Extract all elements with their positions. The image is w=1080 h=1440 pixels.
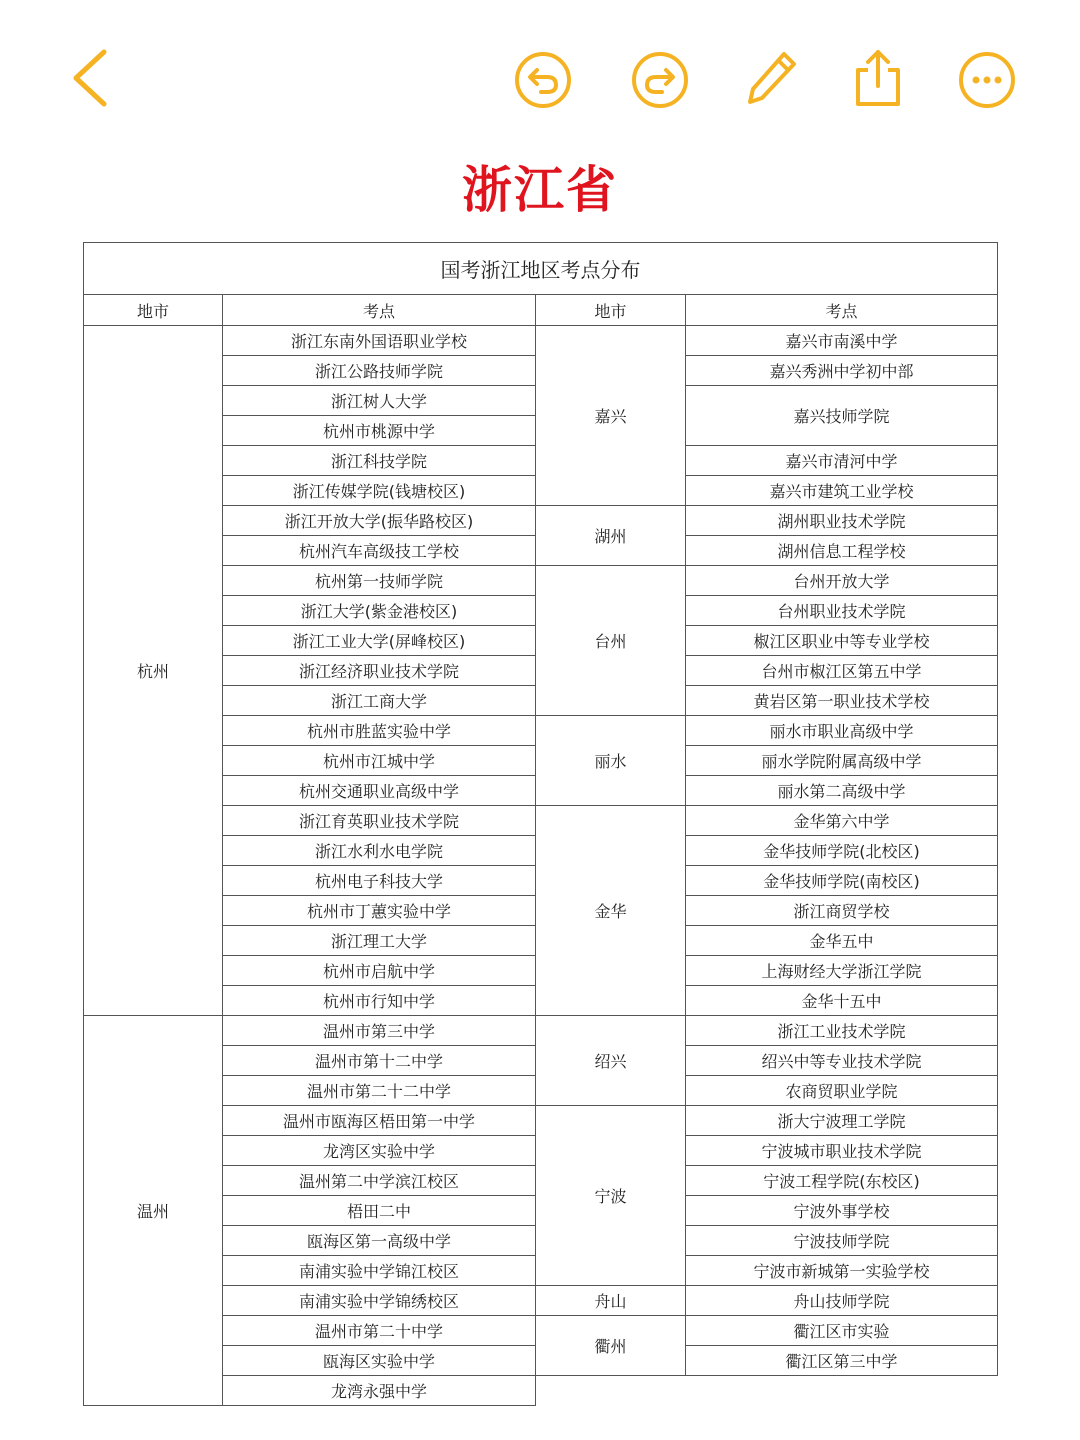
site-cell: 南浦实验中学锦江校区 bbox=[223, 1256, 536, 1286]
city-cell: 衢州 bbox=[536, 1316, 686, 1376]
toolbar bbox=[0, 0, 1080, 160]
site-cell: 浙江公路技师学院 bbox=[223, 356, 536, 386]
site-cell: 浙江科技学院 bbox=[223, 446, 536, 476]
site-cell: 湖州信息工程学校 bbox=[686, 536, 998, 566]
city-cell: 杭州 bbox=[84, 326, 223, 1016]
chevron-left-icon bbox=[66, 48, 114, 108]
site-cell: 金华技师学院(北校区) bbox=[686, 836, 998, 866]
redo-icon bbox=[630, 50, 690, 110]
column-header-city: 地市 bbox=[84, 295, 223, 326]
site-cell: 浙江东南外国语职业学校 bbox=[223, 326, 536, 356]
site-cell: 温州市瓯海区梧田第一中学 bbox=[223, 1106, 536, 1136]
city-cell: 宁波 bbox=[536, 1106, 686, 1286]
site-cell: 杭州电子科技大学 bbox=[223, 866, 536, 896]
undo-icon bbox=[513, 50, 573, 110]
site-cell: 浙江工商大学 bbox=[223, 686, 536, 716]
site-cell: 梧田二中 bbox=[223, 1196, 536, 1226]
site-cell: 温州市第二十二中学 bbox=[223, 1076, 536, 1106]
exam-sites-table bbox=[83, 242, 998, 1406]
site-cell: 浙江工业技术学院 bbox=[686, 1016, 998, 1046]
site-cell: 杭州市行知中学 bbox=[223, 986, 536, 1016]
site-cell: 龙湾区实验中学 bbox=[223, 1136, 536, 1166]
site-cell: 浙江理工大学 bbox=[223, 926, 536, 956]
empty-cell bbox=[536, 1376, 998, 1406]
site-cell: 嘉兴市建筑工业学校 bbox=[686, 476, 998, 506]
more-icon bbox=[957, 50, 1017, 110]
share-icon bbox=[852, 46, 904, 110]
site-cell: 宁波工程学院(东校区) bbox=[686, 1166, 998, 1196]
site-cell: 浙大宁波理工学院 bbox=[686, 1106, 998, 1136]
site-cell: 浙江商贸学校 bbox=[686, 896, 998, 926]
site-cell: 浙江工业大学(屏峰校区) bbox=[223, 626, 536, 656]
site-cell: 宁波市新城第一实验学校 bbox=[686, 1256, 998, 1286]
site-cell: 黄岩区第一职业技术学校 bbox=[686, 686, 998, 716]
site-cell: 温州市第十二中学 bbox=[223, 1046, 536, 1076]
site-cell: 瓯海区第一高级中学 bbox=[223, 1226, 536, 1256]
column-header-site: 考点 bbox=[223, 295, 536, 326]
site-cell: 杭州市桃源中学 bbox=[223, 416, 536, 446]
site-cell: 嘉兴秀洲中学初中部 bbox=[686, 356, 998, 386]
site-cell: 杭州汽车高级技工学校 bbox=[223, 536, 536, 566]
site-cell: 金华十五中 bbox=[686, 986, 998, 1016]
edit-button[interactable] bbox=[744, 48, 800, 108]
site-cell: 金华五中 bbox=[686, 926, 998, 956]
table-caption: 国考浙江地区考点分布 bbox=[84, 243, 998, 295]
site-cell: 浙江大学(紫金港校区) bbox=[223, 596, 536, 626]
site-cell: 浙江开放大学(振华路校区) bbox=[223, 506, 536, 536]
site-cell: 浙江传媒学院(钱塘校区) bbox=[223, 476, 536, 506]
site-cell: 杭州交通职业高级中学 bbox=[223, 776, 536, 806]
site-cell: 杭州市江城中学 bbox=[223, 746, 536, 776]
site-cell: 台州职业技术学院 bbox=[686, 596, 998, 626]
share-button[interactable] bbox=[852, 46, 904, 110]
site-cell: 衢江区市实验 bbox=[686, 1316, 998, 1346]
site-cell: 金华第六中学 bbox=[686, 806, 998, 836]
redo-button[interactable] bbox=[630, 50, 690, 110]
site-cell: 浙江水利水电学院 bbox=[223, 836, 536, 866]
site-cell: 嘉兴技师学院 bbox=[686, 386, 998, 446]
site-cell: 丽水第二高级中学 bbox=[686, 776, 998, 806]
site-cell: 台州市椒江区第五中学 bbox=[686, 656, 998, 686]
site-cell: 龙湾永强中学 bbox=[223, 1376, 536, 1406]
back-button[interactable] bbox=[66, 48, 114, 108]
city-cell: 台州 bbox=[536, 566, 686, 716]
site-cell: 浙江树人大学 bbox=[223, 386, 536, 416]
column-header-city: 地市 bbox=[536, 295, 686, 326]
site-cell: 椒江区职业中等专业学校 bbox=[686, 626, 998, 656]
site-cell: 杭州市胜蓝实验中学 bbox=[223, 716, 536, 746]
site-cell: 浙江育英职业技术学院 bbox=[223, 806, 536, 836]
site-cell: 舟山技师学院 bbox=[686, 1286, 998, 1316]
undo-button[interactable] bbox=[513, 50, 573, 110]
site-cell: 上海财经大学浙江学院 bbox=[686, 956, 998, 986]
site-cell: 丽水市职业高级中学 bbox=[686, 716, 998, 746]
pencil-icon bbox=[744, 48, 800, 108]
site-cell: 杭州市丁蕙实验中学 bbox=[223, 896, 536, 926]
page-title: 浙江省 bbox=[462, 161, 618, 219]
site-cell: 南浦实验中学锦绣校区 bbox=[223, 1286, 536, 1316]
city-cell: 绍兴 bbox=[536, 1016, 686, 1106]
more-button[interactable] bbox=[957, 50, 1017, 110]
site-cell: 温州市第三中学 bbox=[223, 1016, 536, 1046]
column-header-site: 考点 bbox=[686, 295, 998, 326]
site-cell: 衢江区第三中学 bbox=[686, 1346, 998, 1376]
site-cell: 嘉兴市南溪中学 bbox=[686, 326, 998, 356]
city-cell: 舟山 bbox=[536, 1286, 686, 1316]
site-cell: 台州开放大学 bbox=[686, 566, 998, 596]
site-cell: 金华技师学院(南校区) bbox=[686, 866, 998, 896]
site-cell: 宁波技师学院 bbox=[686, 1226, 998, 1256]
site-cell: 温州第二中学滨江校区 bbox=[223, 1166, 536, 1196]
site-cell: 湖州职业技术学院 bbox=[686, 506, 998, 536]
city-cell: 湖州 bbox=[536, 506, 686, 566]
site-cell: 瓯海区实验中学 bbox=[223, 1346, 536, 1376]
site-cell: 杭州市启航中学 bbox=[223, 956, 536, 986]
city-cell: 温州 bbox=[84, 1016, 223, 1406]
site-cell: 绍兴中等专业技术学院 bbox=[686, 1046, 998, 1076]
site-cell: 农商贸职业学院 bbox=[686, 1076, 998, 1106]
table-row bbox=[84, 1016, 998, 1046]
city-cell: 金华 bbox=[536, 806, 686, 1016]
site-cell: 温州市第二十中学 bbox=[223, 1316, 536, 1346]
site-cell: 宁波城市职业技术学院 bbox=[686, 1136, 998, 1166]
city-cell: 嘉兴 bbox=[536, 326, 686, 506]
site-cell: 浙江经济职业技术学院 bbox=[223, 656, 536, 686]
site-cell: 宁波外事学校 bbox=[686, 1196, 998, 1226]
site-cell: 丽水学院附属高级中学 bbox=[686, 746, 998, 776]
table-row bbox=[84, 326, 998, 356]
city-cell: 丽水 bbox=[536, 716, 686, 806]
site-cell: 杭州第一技师学院 bbox=[223, 566, 536, 596]
site-cell: 嘉兴市清河中学 bbox=[686, 446, 998, 476]
